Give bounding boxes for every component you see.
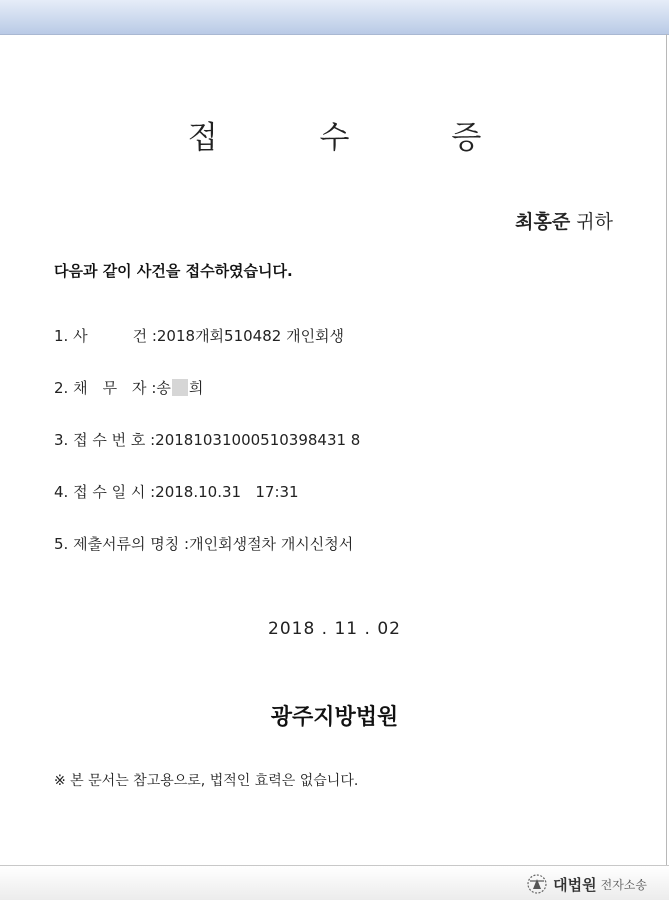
item-label: 3. 접 수 번 호 : [54, 431, 156, 449]
recipient-suffix: 귀하 [576, 211, 613, 233]
page-edge [666, 34, 667, 865]
issue-date: 2018 . 11 . 02 [268, 619, 401, 639]
item-receipt-datetime [54, 481, 299, 502]
court-emblem-icon [525, 873, 549, 895]
recipient [515, 207, 613, 234]
item-label: 5. 제출서류의 명칭 : [54, 535, 190, 553]
recipient-name: 최홍준 [515, 211, 571, 233]
item-value: 2018.10.31 17:31 [155, 483, 299, 501]
redaction-box [172, 379, 188, 396]
item-label: 2. 채 무 자 : [54, 379, 157, 397]
item-label: 4. 접 수 일 시 : [54, 483, 156, 501]
item-value: 개인회생절차 개시신청서 [189, 535, 354, 553]
disclaimer-note: ※ 본 문서는 참고용으로, 법적인 효력은 없습니다. [54, 773, 359, 789]
debtor-name-first: 송 [156, 379, 171, 397]
logo-main-text: 대법원 [553, 875, 597, 894]
item-label: 1. 사 건 : [54, 327, 157, 345]
item-document-name [54, 533, 353, 554]
item-value: 20181031000510398431 8 [155, 431, 361, 449]
logo-sub-text: 전자소송 [600, 877, 647, 892]
window-title-bar [0, 0, 669, 35]
court-logo [525, 873, 647, 895]
item-value: 2018개회510482 개인회생 [156, 327, 345, 345]
footer-bar [0, 865, 669, 900]
item-receipt-number [54, 429, 360, 450]
item-debtor [54, 377, 203, 398]
intro-text: 다음과 같이 사건을 접수하였습니다. [54, 262, 293, 280]
item-case [54, 325, 344, 346]
debtor-name-last: 희 [188, 379, 204, 397]
document-title: 접 수 증 [187, 120, 528, 156]
court-name: 광주지방법원 [270, 705, 399, 730]
